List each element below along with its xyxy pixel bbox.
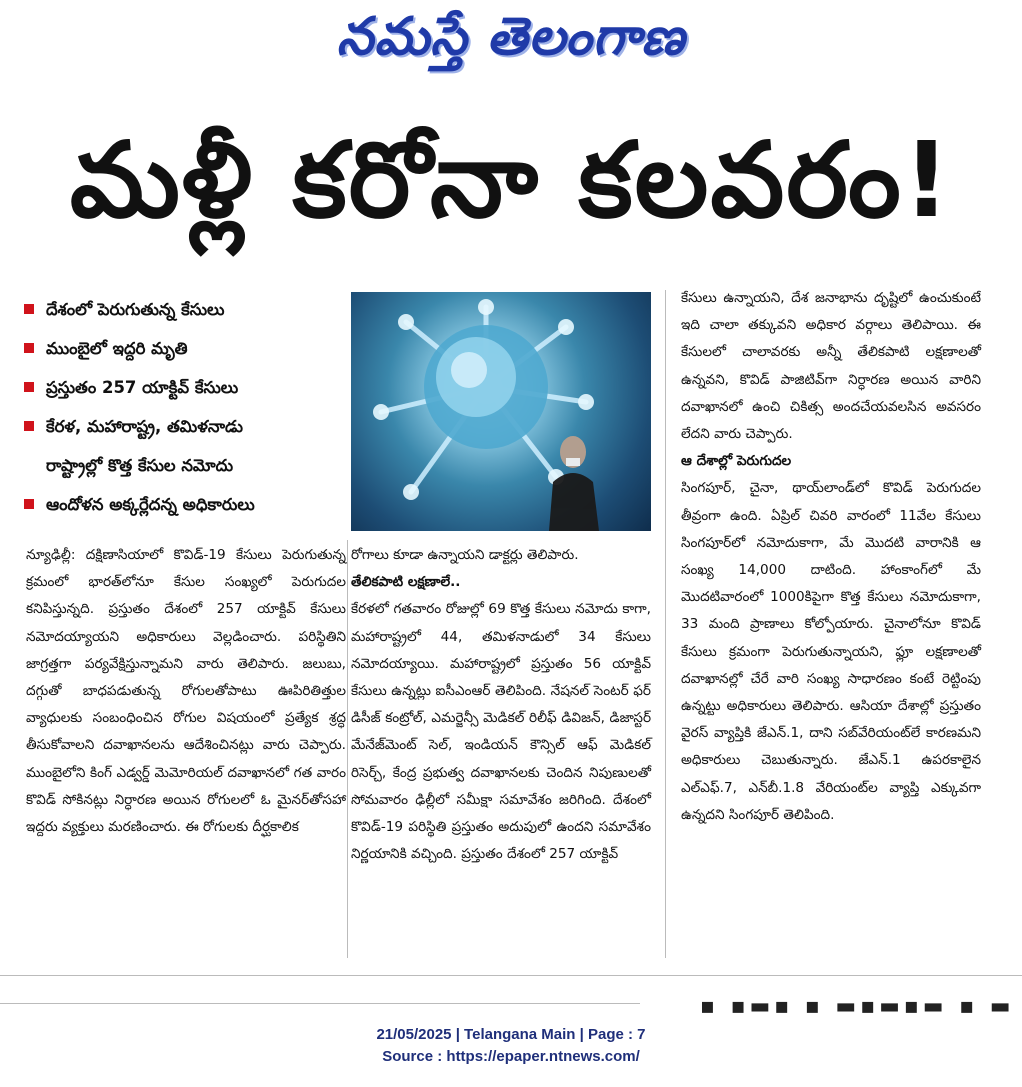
section-divider	[0, 975, 1022, 976]
footer-date-line: 21/05/2025 | Telangana Main | Page : 7	[376, 1026, 646, 1043]
bullet-square-icon	[24, 382, 34, 392]
highlight-item: కేరళ, మహారాష్ట్ర, తమిళనాడు	[22, 407, 340, 446]
bullet-square-icon	[24, 421, 34, 431]
article-subheading: ఆ దేశాల్లో పెరుగుదల	[681, 453, 792, 470]
bullet-square-icon	[24, 304, 34, 314]
virus-illustration-icon	[351, 292, 651, 531]
highlight-item: ఆందోళన అక్కర్లేదన్న అధికారులు	[22, 485, 340, 524]
article-paragraph: కేరళలో గతవారం రోజుల్లో 69 కొత్త కేసులు నమోదు కాగా, మహారాష్ట్రలో 44, తమిళనాడులో 34 కేసులు నమోదయ్యాయి. మహారాష్ట్రలో ప్రస్తుతం 56 యాక్టివ్ కేసులు ఉన్నట్లు ఐసీఎంఆర్ తెలిపింది. నేషనల్ సెంటర్ ఫర్ డిసీజ్ కంట్రోల్, ఎమర్జెన్సీ మెడికల్ రిలీఫ్ డివిజన్, డిజాస్టర్ మేనేజ్‌మెంట్ సెల్, ఇండియన్ కౌన్సిల్ ఆఫ్ మెడికల్ రిసెర్చ్, కేంద్ర ప్రభుత్వ దవాఖానలకు చెందిన నిపుణులతో సోమవారం ఢిల్లీలో సమీక్షా సమావేశం జరిగింది. దేశంలో కొవిడ్-19 పరిస్థితి ప్రస్తుతం అదుపులో ఉందని సమావేశం నిర్ణయానికి వచ్చింది. ప్రస్తుతం దేశంలో 257 యాక్టివ్	[351, 601, 651, 863]
footer-source-line: Source : https://epaper.ntnews.com/	[382, 1048, 640, 1065]
article-column-right	[681, 285, 981, 829]
headline	[0, 118, 1022, 268]
headline-text: మళ్లీ కరోనా కలవరం!	[69, 119, 953, 241]
highlight-item: ప్రస్తుతం 257 యాక్టివ్ కేసులు	[22, 368, 340, 407]
highlights-list	[22, 290, 340, 524]
virus-photo	[351, 292, 651, 531]
article-column-middle	[351, 542, 651, 868]
article-paragraph: సింగపూర్, చైనా, థాయ్‌లాండ్‌లో కొవిడ్ పెరుగుదల తీవ్రంగా ఉంది. ఏప్రిల్ చివరి వారంలో 11వేల కేసులు సింగపూర్‌లో నమోదుకాగా, మే మొదటి వారానికి ఆ సంఖ్య 14,000 దాటింది. హాంకాంగ్‌లో మే మొదటివారంలో 1000కిపైగా కొత్త కేసులు నమోదుకాగా, 33 మంది ప్రాణాలు కోల్పోయారు. చైనాలోనూ కొవిడ్ కేసులు క్రమంగా పెరుగుతున్నాయని, ఫ్లూ లక్షణాలతో దవాఖానల్లో చేరే వారి సంఖ్య సాధారణం కంటే రెట్టింపు ఉన్నట్టు అధికారులు తెలిపారు. ఆసియా దేశాల్లో ప్రస్తుతం వైరస్ వ్యాప్తికి జేఎన్.1, దాని సబ్‌వేరియంట్‌లే కారణమని అధికారులు చెబుతున్నారు. జేఎన్.1 ఉపరకాలైన ఎల్ఎఫ్.7, ఎన్‌బీ.1.8 వేరియంట్‌ల వ్యాప్తి ఎక్కువగా ఉన్నదని సింగపూర్ తెలిపింది.	[681, 480, 981, 823]
masthead-logo	[0, 8, 1022, 78]
bullet-square-icon	[24, 499, 34, 509]
section-divider	[0, 1003, 640, 1004]
highlight-item: ముంబైలో ఇద్దరి మృతి	[22, 329, 340, 368]
next-article-strip: ▪ ▪▬▪ ▪ ▬▪▬▪▬ ▪ ▬	[700, 994, 1015, 1019]
article-column-left	[26, 542, 346, 841]
masthead-title: నమస్తే తెలంగాణ	[336, 6, 686, 67]
column-divider	[665, 290, 666, 958]
bullet-square-icon	[24, 343, 34, 353]
article-subheading: తేలికపాటి లక్షణాలే..	[351, 574, 461, 591]
highlight-item: దేశంలో పెరుగుతున్న కేసులు	[22, 290, 340, 329]
page-footer	[0, 1024, 1022, 1068]
article-paragraph: రోగాలు కూడా ఉన్నాయని డాక్టర్లు తెలిపారు.	[351, 547, 579, 563]
article-paragraph: న్యూఢిల్లీ: దక్షిణాసియాలో కొవిడ్-19 కేసులు పెరుగుతున్న క్రమంలో భారత్‌లోనూ కేసుల సంఖ్యలో పెరుగుదల కనిపిస్తున్నది. ప్రస్తుతం దేశంలో 257 యాక్టివ్ కేసులు నమోదయ్యాయని అధికారులు వెల్లడించారు. పరిస్థితిని జాగ్రత్తగా పర్యవేక్షిస్తున్నామని వారు తెలిపారు. జలుబు, దగ్గుతో బాధపడుతున్న రోగులతోపాటు ఊపిరితిత్తుల వ్యాధులకు సంబంధించిన రోగుల విషయంలో ప్రత్యేక శ్రద్ధ తీసుకోవాలని దవాఖానలను ఆదేశించినట్లు వారు చెప్పారు. ముంబైలోని కింగ్ ఎడ్వర్డ్ మెమోరియల్ దవాఖానలో గత వారం కొవిడ్ సోకినట్లు నిర్ధారణ అయిన రోగులలో ఓ మైనర్‌తోసహా ఇద్దరు వ్యక్తులు మరణించారు. ఈ రోగులకు దీర్ఘకాలిక	[26, 547, 346, 836]
article-paragraph: కేసులు ఉన్నాయని, దేశ జనాభాను దృష్టిలో ఉంచుకుంటే ఇది చాలా తక్కువని అధికార వర్గాలు తెలిపాయి. ఈ కేసులలో చాలావరకు అన్నీ తేలికపాటి లక్షణాలతో ఉన్నవని, కొవిడ్ పాజిటివ్‌గా నిర్ధారణ అయిన వారిని దవాఖానలో ఉంచి చికిత్స అందచేయవలసిన అవసరం లేదని వారు చెప్పారు.	[681, 290, 981, 443]
column-divider	[347, 540, 348, 958]
person-silhouette	[549, 436, 599, 531]
highlight-item: రాష్ట్రాల్లో కొత్త కేసుల నమోదు	[46, 456, 234, 475]
